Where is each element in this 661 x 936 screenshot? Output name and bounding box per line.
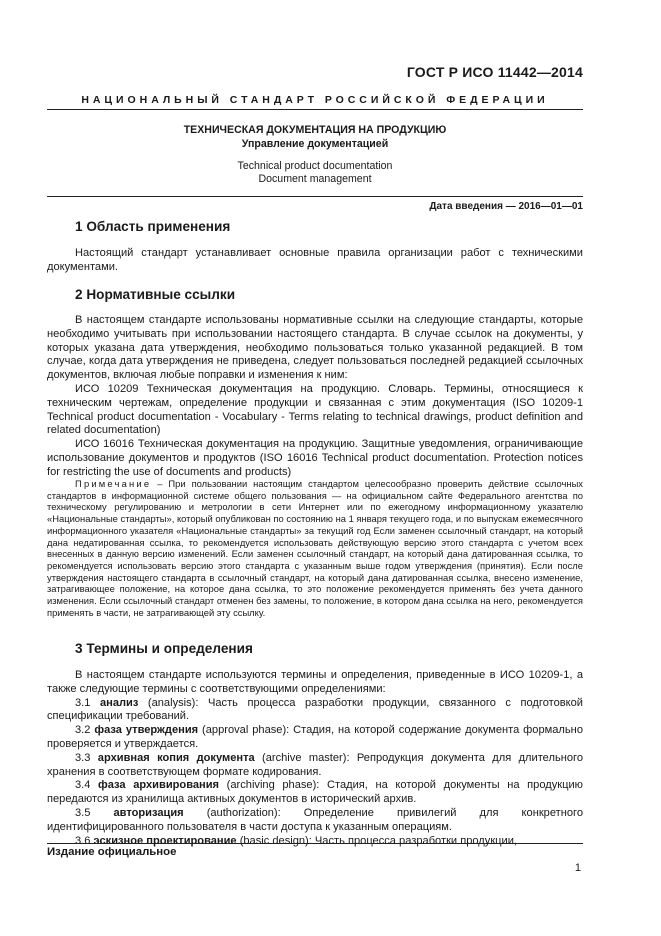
section2-heading: 2 Нормативные ссылки [75,287,236,302]
banner-rule [47,109,583,110]
title-en-line1: Technical product documentation [237,160,393,172]
section3-heading: 3 Термины и определения [75,641,253,656]
title-ru-line2: Управление документацией [241,138,389,150]
section3-intro: В настоящем стандарте используются термины и определения, приведенные в ИСО 10209-1, а также следующие термины с соответствующими определениями: [47,669,583,695]
term-entry: 3.4 фаза архивирования (archiving phase): Стадия, на которой документы на продукцию передаются из хранилища активных документов в исторический архив. [47,779,583,806]
term-entry: 3.6 эскизное проектирование (basic design): Часть процесса разработки продукции, [75,834,518,847]
page-number: 1 [574,862,581,874]
term-entry: 3.5 авторизация (authorization): Определение привилегий для конкретного идентифицированного пользователя в части доступа к указанным операциям. [47,806,583,833]
section2-para1: В настоящем стандарте использованы нормативные ссылки на следующие стандарты, которые необходимо учитывать при использовании настоящего стандарта. В случае ссылок на документы, у которых указана дата утверждения, необходимо пользоваться только указанной редакцией. В том случае, когда дата утверждения не приведена, следует пользоваться последней редакцией ссылочных документов, включая любые поправки и изменения к ним: [47,314,583,382]
introduction-date: Дата введения — 2016—01—01 [429,201,583,212]
term-entry: 3.2 фаза утверждения (approval phase): Стадия, на которой содержание документа формально проверяется и утверждается. [47,724,583,750]
official-edition-label: Издание официальное [47,846,177,858]
section1-body [47,247,583,275]
footer-rule [47,843,583,844]
section2-ref1: ИСО 10209 Техническая документация на продукцию. Словарь. Термины, относящиеся к техническим чертежам, определение продукции и связанная с этим документация (ISO 10209-1 Technical product documentation - Vocabulary - Terms relating to technical drawings, product definition and related documentation) [47,382,583,437]
section1-text: Настоящий стандарт устанавливает основные правила организации работ с техническими документами. [47,247,583,273]
date-rule [47,196,583,197]
national-standard-banner: НАЦИОНАЛЬНЫЙ СТАНДАРТ РОССИЙСКОЙ ФЕДЕРАЦИИ [81,94,549,106]
title-ru-line1: ТЕХНИЧЕСКАЯ ДОКУМЕНТАЦИЯ НА ПРОДУКЦИЮ [183,124,447,136]
title-ru [47,123,583,151]
section3-body [47,669,583,848]
section2-note [47,478,583,618]
note-text: – При пользовании настоящим стандартом целесообразно проверить действие ссылочных стандартов в информационной системе общего пользования — на официальном сайте Федерального агентства по техническому регулированию и метрологии в сети Интернет или по ежегодному информационному указателю «Национальные стандарты», который опубликован по состоянию на 1 января текущего года, и по выпускам ежемесячного информационного указателя «Национальные стандарты» за текущий год Если заменен ссылочный стандарт, на который дана недатированная ссылка, то рекомендуется использовать действующую версию этого стандарта с учетом всех внесенных в данную версию изменений. Если заменен ссылочный стандарт, на который дана датированная ссылка, то рекомендуется использовать версию этого стандарта с указанным выше годом утверждения (принятия). Если после утверждения настоящего стандарта в ссылочный стандарт, на который дана датированная ссылка, внесено изменение, затрагивающее положение, на которое дана ссылка, то это положение рекомендуется применять без учета данного изменения. Если ссылочный стандарт отменен без замены, то положение, в котором дана ссылка на него, рекомендуется применять в части, не затрагивающей эту ссылку. [47,478,583,618]
term-entry: 3.1 анализ (analysis): Часть процесса разработки продукции, связанного с подготовкой спецификации требований. [47,696,583,723]
section1-heading: 1 Область применения [75,219,231,234]
section2-body [47,314,583,480]
note-label: Примечание [75,478,152,489]
section2-ref2: ИСО 16016 Техническая документация на продукцию. Защитные уведомления, ограничивающие использование документов и продуктов (ISO 16016 Technical product documentation. Protection notices for restricting the use of documents and products) [47,438,583,478]
title-en [47,160,583,186]
term-entry: 3.3 архивная копия документа (archive master): Репродукция документа для длительного хранения в соответствующем формате кодирования. [47,751,583,778]
document-number: ГОСТ Р ИСО 11442—2014 [406,64,583,80]
title-en-line2: Document management [258,173,372,185]
